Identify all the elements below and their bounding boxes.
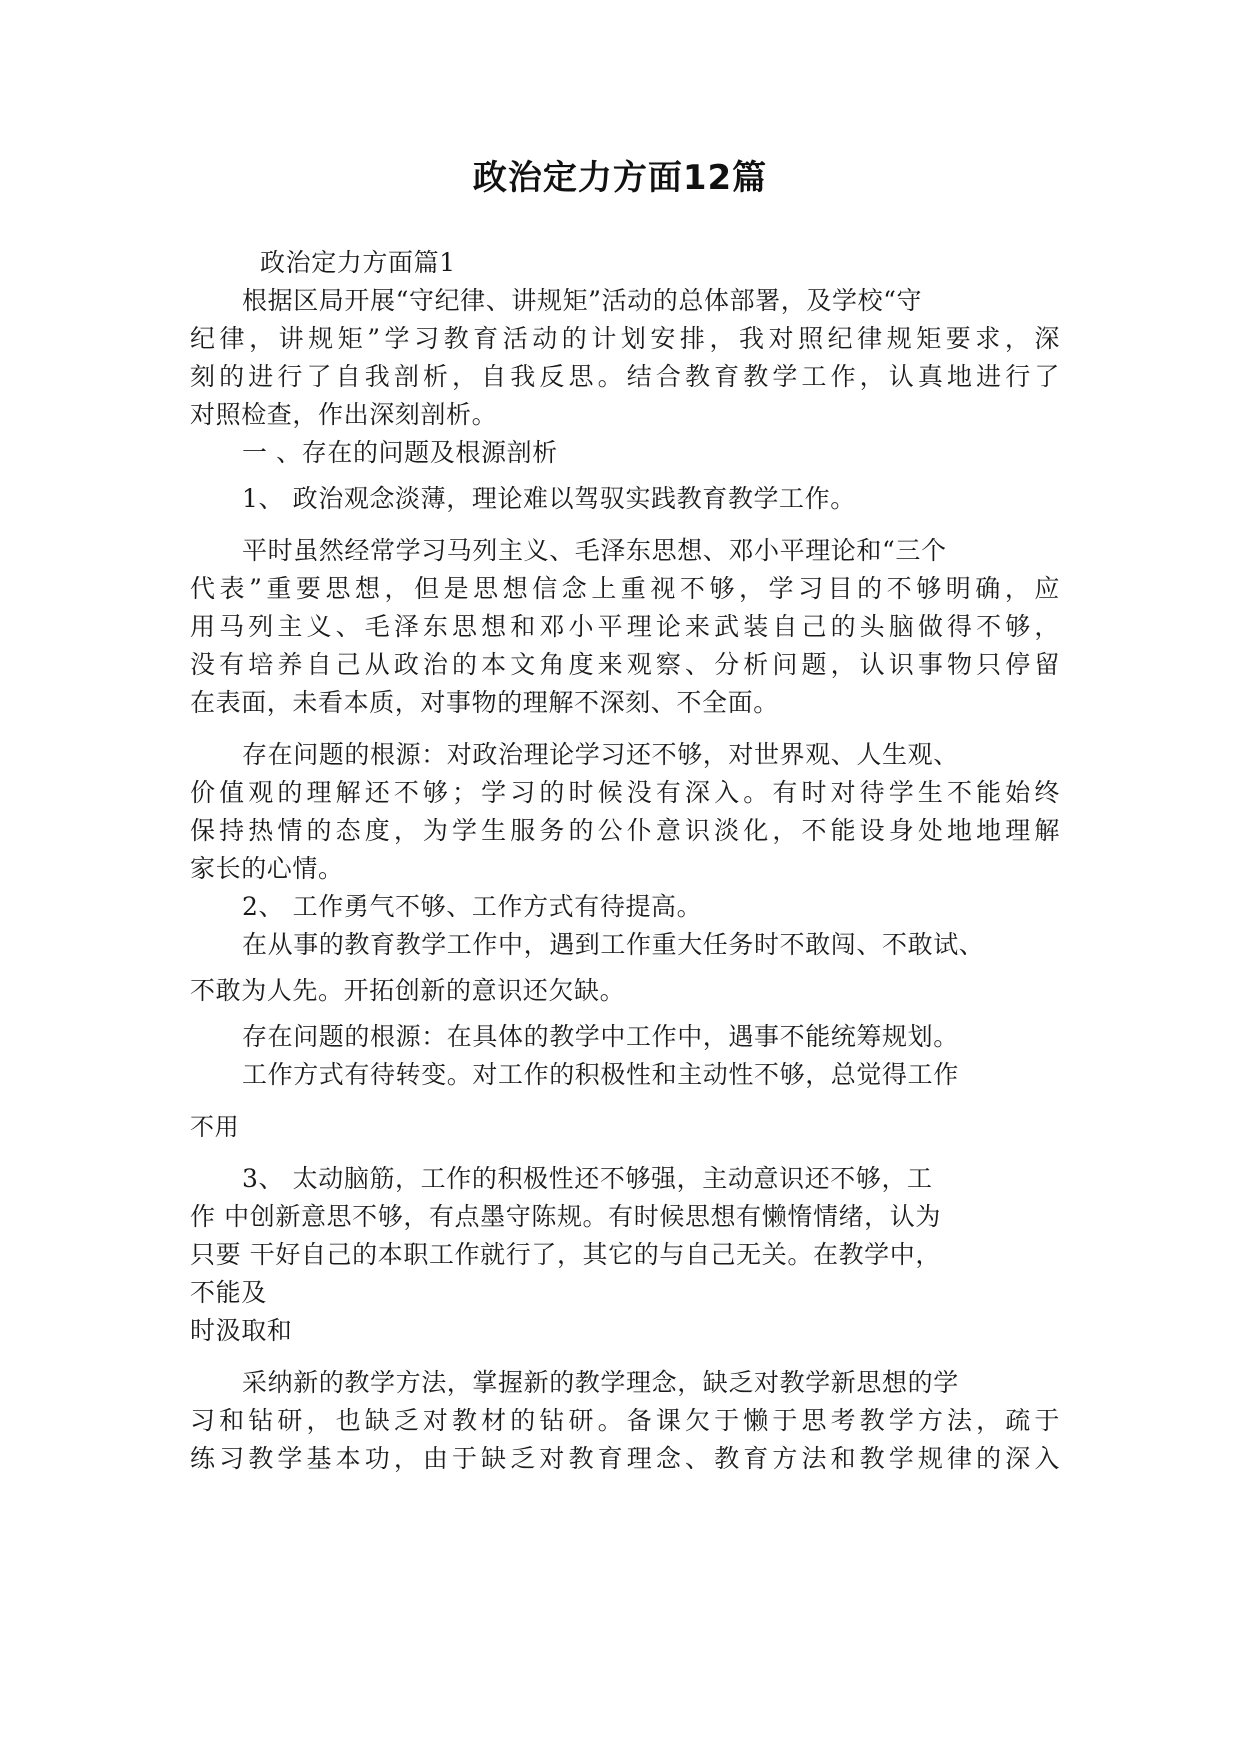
subheading: 一 、存在的问题及根源剖析 — [242, 438, 558, 467]
paragraph-line: 用马列主义、毛泽东思想和邓小平理论来武装自己的头脑做得不够， — [190, 612, 1060, 641]
paragraph-line: 采纳新的教学方法，掌握新的教学理念，缺乏对教学新思想的学 — [242, 1368, 959, 1397]
paragraph-line: 纪律，讲规矩”学习教育活动的计划安排，我对照纪律规矩要求，深 — [190, 324, 1060, 353]
paragraph-line: 没有培养自己从政治的本文角度来观察、分析问题，认识事物只停留 — [190, 650, 1060, 679]
paragraph-line: 平时虽然经常学习马列主义、毛泽东思想、邓小平理论和“三个 — [242, 536, 947, 565]
paragraph-line: 存在问题的根源：在具体的教学中工作中，遇事不能统筹规划。 — [242, 1022, 959, 1051]
subheading: 1、 政治观念淡薄，理论难以驾驭实践教育教学工作。 — [242, 484, 856, 513]
paragraph-line: 对照检查，作出深刻剖析。 — [190, 400, 498, 429]
paragraph-line: 保持热情的态度，为学生服务的公仆意识淡化，不能设身处地地理解 — [190, 816, 1060, 845]
paragraph-line: 不用 — [190, 1113, 240, 1141]
paragraph-line: 不敢为人先。开拓创新的意识还欠缺。 — [190, 976, 626, 1005]
paragraph-line: 家长的心情。 — [190, 854, 344, 883]
paragraph-line: 不能及 — [190, 1278, 267, 1307]
paragraph-line: 习和钻研，也缺乏对教材的钻研。备课欠于懒于思考教学方法，疏于 — [190, 1406, 1060, 1435]
paragraph-line: 根据区局开展“守纪律、讲规矩”活动的总体部署，及学校“守 — [242, 286, 923, 315]
subheading: 2、 工作勇气不够、工作方式有待提高。 — [242, 892, 703, 921]
paragraph-line: 在从事的教育教学工作中，遇到工作重大任务时不敢闯、不敢试、 — [242, 930, 985, 959]
section-heading: 政治定力方面篇1 — [260, 248, 456, 277]
paragraph-line: 价值观的理解还不够；学习的时候没有深入。有时对待学生不能始终 — [190, 778, 1060, 807]
paragraph-line: 练习教学基本功，由于缺乏对教育理念、教育方法和教学规律的深入 — [190, 1444, 1060, 1473]
paragraph-line: 存在问题的根源：对政治理论学习还不够，对世界观、人生观、 — [242, 740, 959, 769]
paragraph-line: 作 中创新意思不够，有点墨守陈规。有时候思想有懒惰情绪，认为 — [190, 1202, 941, 1231]
paragraph-line: 刻的进行了自我剖析，自我反思。结合教育教学工作，认真地进行了 — [190, 362, 1060, 391]
paragraph-line: 在表面，未看本质，对事物的理解不深刻、不全面。 — [190, 688, 779, 717]
document-body — [190, 244, 1060, 1478]
paragraph-line: 3、 太动脑筋，工作的积极性还不够强，主动意识还不够，工 — [242, 1164, 933, 1193]
paragraph-line: 工作方式有待转变。对工作的积极性和主动性不够，总觉得工作 — [242, 1060, 959, 1089]
document-title: 政治定力方面12篇 — [472, 158, 768, 198]
paragraph-line: 时汲取和 — [190, 1316, 293, 1345]
paragraph-line: 只要 干好自己的本职工作就行了，其它的与自己无关。在教学中， — [190, 1240, 941, 1269]
paragraph-line: 代表”重要思想，但是思想信念上重视不够，学习目的不够明确，应 — [190, 574, 1060, 603]
